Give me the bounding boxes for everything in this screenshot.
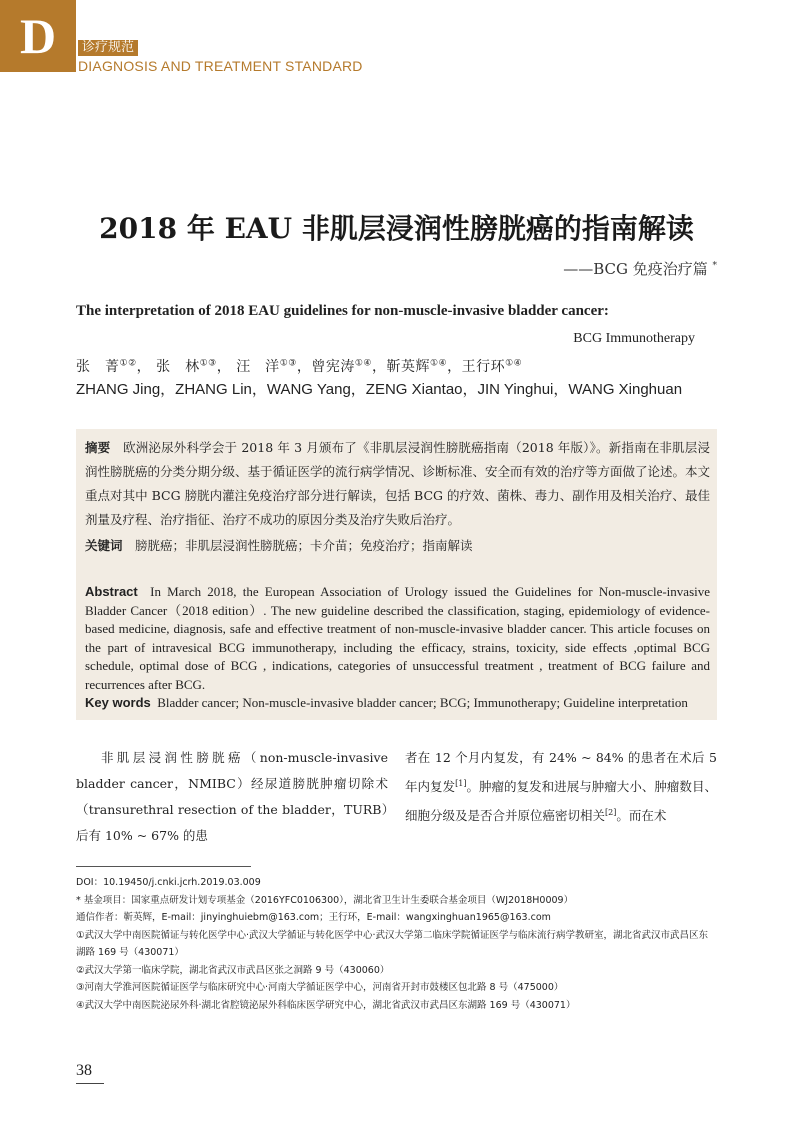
abstract-en-label: Abstract — [85, 584, 138, 599]
abstract-cn — [85, 436, 710, 532]
subtitle-text: ——BCG 免疫治疗篇 — [563, 260, 708, 278]
article-subtitle — [563, 258, 717, 279]
body-text: 。而在术 — [616, 808, 667, 824]
abstract-cn-label: 摘要 — [85, 440, 111, 455]
author-name: 汪 洋 — [236, 359, 280, 375]
footnote-affiliation: ③河南大学淮河医院循证医学与临床研究中心·河南大学循证医学中心，河南省开封市鼓楼区包北路 8 号（475000） — [76, 982, 564, 993]
footnote-doi: DOI：10.19450/j.cnki.jcrh.2019.03.009 — [76, 877, 261, 888]
page-number-underline — [76, 1083, 104, 1084]
keywords-en-text: Bladder cancer; Non-muscle-invasive bladder cancer; BCG; Immunotherapy; Guideline interpretation — [157, 695, 688, 710]
section-tag-cn: 诊疗规范 — [78, 40, 138, 56]
footnote-divider — [76, 866, 251, 867]
author-name: 曾宪涛 — [311, 359, 355, 375]
english-title: The interpretation of 2018 EAU guidelines for non-muscle-invasive bladder cancer: — [76, 303, 609, 319]
author-list-en: ZHANG Jing，ZHANG Lin，WANG Yang，ZENG Xiantao，JIN Yinghui，WANG Xinghuan — [76, 381, 683, 398]
page-number: 38 — [76, 1062, 92, 1079]
body-column-left: 非肌层浸润性膀胱癌（non-muscle-invasive bladder cancer，NMIBC）经尿道膀胱肿瘤切除术（transurethral resection of the bladder，TURB）后有 10% ~ 67% 的患 — [76, 750, 388, 843]
article-title: 2018 年 EAU 非肌层浸润性膀胱癌的指南解读 — [99, 212, 694, 245]
keywords-cn-text: 膀胱癌；非肌层浸润性膀胱癌；卡介苗；免疫治疗；指南解读 — [135, 538, 473, 553]
keywords-cn — [85, 536, 710, 554]
funding-mark: * — [712, 261, 717, 271]
abstract-en — [85, 583, 710, 694]
footnote-funding: * 基金项目：国家重点研发计划专项基金（2016YFC0106300），湖北省卫生计生委联合基金项目（WJ2018H0009） — [76, 894, 574, 906]
author-affiliation: ①③ — [199, 358, 217, 369]
english-subtitle: BCG Immunotherapy — [573, 331, 695, 346]
citation-ref[interactable]: [1] — [455, 779, 467, 788]
author-name: 张 菁 — [76, 359, 120, 375]
keywords-en — [85, 695, 710, 711]
body-column-right — [405, 745, 717, 829]
body-text: 者在 12 个月内复发，有 24% ~ 84% 的患者在术后 5 年内复发 — [405, 750, 717, 795]
keywords-en-label: Key words — [85, 695, 151, 710]
author-affiliation: ①④ — [429, 358, 448, 369]
author-name: 王行环 — [461, 359, 506, 375]
author-name: 靳英辉 — [386, 359, 430, 375]
section-title-en: DIAGNOSIS AND TREATMENT STANDARD — [78, 58, 363, 74]
footnote-affiliation: ④武汉大学中南医院泌尿外科·湖北省腔镜泌尿外科临床医学研究中心，湖北省武汉市武昌区东湖路 169 号（430071） — [76, 999, 576, 1011]
author-affiliation: ①③ — [279, 358, 297, 369]
footnotes — [76, 874, 717, 1014]
abstract-en-text: In March 2018, the European Association of Urology issued the Guidelines for Non-muscle-invasive Bladder Cancer（2018 edition）. The new guideline described the classification, staging, epidemiology of evidence-based medicine, diagnosis, safe and effective treatment of non-muscle-invasive bladder cancer. This article focuses on the part of intravesical BCG immunotherapy, including the efficacy, strains, toxicity, side effects ,optimal BCG schedule, optimal dose of BCG , indications, categories of unsuccessful treatment , treatment of BCG failure and recurrences after BCG. — [85, 584, 711, 692]
author-affiliation: ①② — [119, 358, 137, 369]
footnote-affiliation: ①武汉大学中南医院循证与转化医学中心·武汉大学循证与转化医学中心·武汉大学第二临床学院循证医学与临床流行病学教研室，湖北省武汉市武昌区东湖路 169 号（430071） — [76, 929, 709, 958]
author-list-cn: 张 菁①②， 张 林①③， 汪 洋①③，曾宪涛①④，靳英辉①④，王行环①④ — [76, 358, 523, 375]
author-affiliation: ①④ — [354, 358, 372, 369]
author-name: 张 林 — [156, 359, 200, 375]
section-letter-block: D — [0, 0, 76, 72]
abstract-cn-text: 欧洲泌尿外科学会于 2018 年 3 月颁布了《非肌层浸润性膀胱癌指南（2018 年版）》。新指南在非肌层浸润性膀胱癌的分类分期分级、基于循证医学的流行病学情况、诊断标准、安全而有效的治疗等方面做了论述。本文重点对其中 BCG 膀胱内灌注免疫治疗部分进行解读，包括 BCG 的疗效、菌株、毒力、副作用及相关治疗、最佳剂量及疗程、治疗指征、治疗不成功的原因分类及治疗失败后治疗。 — [85, 440, 711, 527]
body-text: 。肿瘤的复发和进展与肿瘤大小、肿瘤数目、细胞分级及是否合并原位癌密切相关 — [405, 779, 717, 824]
citation-ref[interactable]: [2] — [605, 808, 617, 818]
keywords-cn-label: 关键词 — [85, 538, 123, 553]
footnote-affiliation: ②武汉大学第一临床学院，湖北省武汉市武昌区张之洞路 9 号（430060） — [76, 964, 390, 976]
author-affiliation: ①④ — [505, 358, 523, 369]
footnote-correspondence: 通信作者：靳英辉，E-mail：jinyinghuiebm@163.com；王行环，E-mail：wangxinghuan1965@163.com — [76, 912, 551, 923]
